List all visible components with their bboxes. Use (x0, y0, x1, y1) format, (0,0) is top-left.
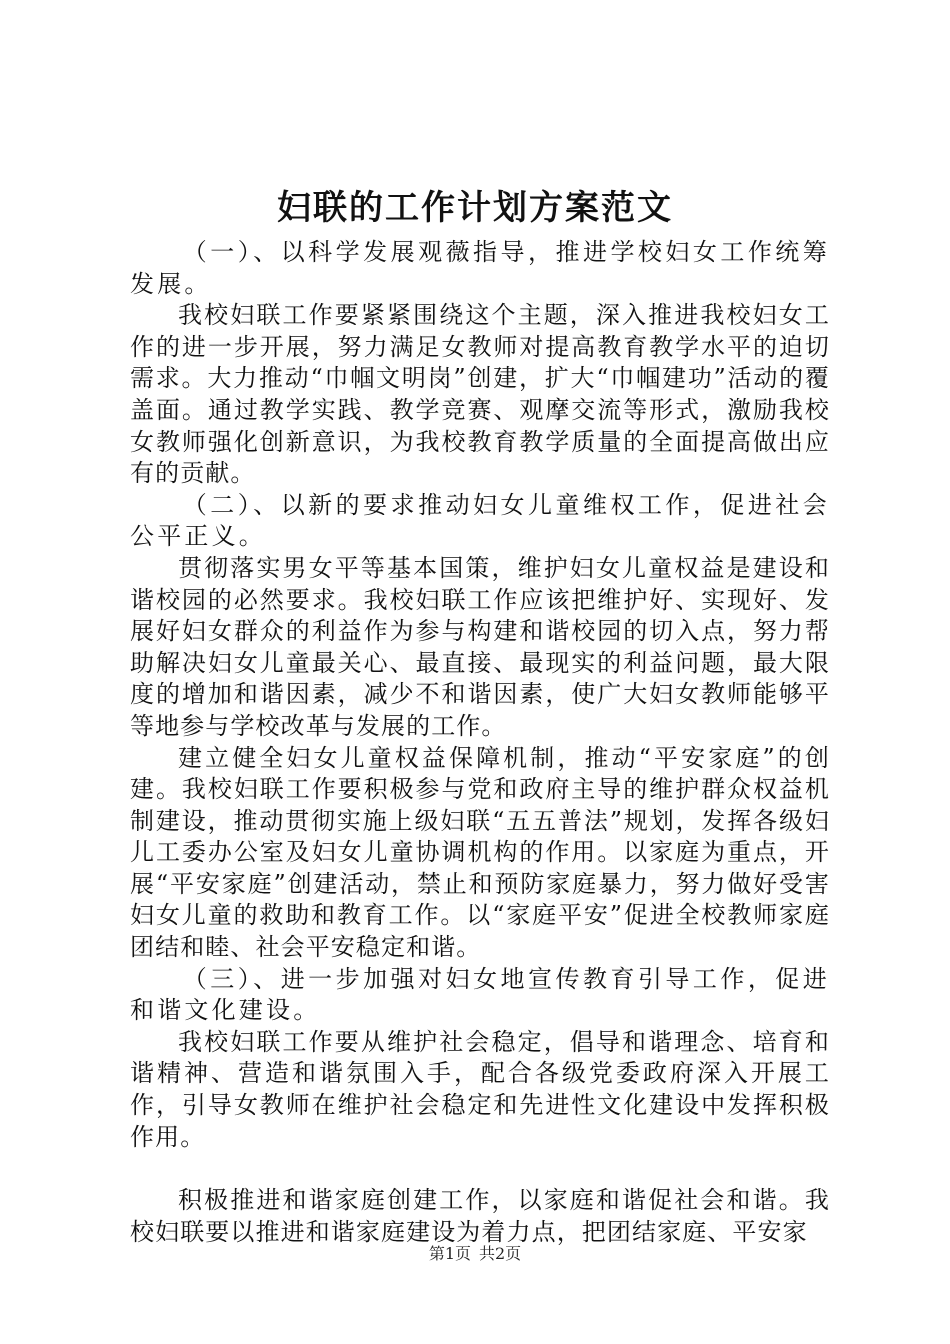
section-heading-3: （三）、进一步加强对妇女地宣传教育引导工作，促进和谐文化建设。 (130, 964, 830, 1025)
page-total: 共2页 (479, 1244, 522, 1263)
paragraph-spacer (130, 1153, 830, 1185)
document-title: 妇联的工作计划方案范文 (277, 188, 673, 228)
page-footer (0, 1243, 950, 1265)
paragraph: 我校妇联工作要紧紧围绕这个主题，深入推进我校妇女工作的进一步开展，努力满足女教师对提高教育教学水平的迫切需求。大力推动“巾帼文明岗”创建，扩大“巾帼建功”活动的覆盖面。通过教学实践、教学竞赛、观摩交流等形式，激励我校女教师强化创新意识，为我校教育教学质量的全面提高做出应有的贡献。 (130, 301, 830, 488)
paragraph: 积极推进和谐家庭创建工作，以家庭和谐促社会和谐。我校妇联要以推进和谐家庭建设为着力点，把团结家庭、平安家 (130, 1186, 830, 1246)
document-body (130, 237, 830, 1248)
section-heading-2: （二）、以新的要求推动妇女儿童维权工作，促进社会公平正义。 (130, 490, 830, 551)
section-heading-1: （一）、以科学发展观薇指导，推进学校妇女工作统筹发展。 (130, 238, 830, 298)
paragraph: 建立健全妇女儿童权益保障机制，推动“平安家庭”的创建。我校妇联工作要积极参与党和政府主导的维护群众权益机制建设，推动贯彻实施上级妇联“五五普法”规划，发挥各级妇儿工委办公室及妇女儿童协调机构的作用。以家庭为重点，开展“平安家庭”创建活动，禁止和预防家庭暴力，努力做好受害妇女儿童的救助和教育工作。以“家庭平安”促进全校教师家庭团结和睦、社会平安稳定和谐。 (130, 743, 830, 962)
page-number: 第1页 (428, 1244, 471, 1263)
paragraph: 贯彻落实男女平等基本国策，维护妇女儿童权益是建设和谐校园的必然要求。我校妇联工作应该把维护好、实现好、发展好妇女群众的利益作为参与构建和谐校园的切入点，努力帮助解决妇女儿童最关心、最直接、最现实的利益问题，最大限度的增加和谐因素，减少不和谐因素，使广大妇女教师能够平等地参与学校改革与发展的工作。 (130, 553, 830, 740)
paragraph: 我校妇联工作要从维护社会稳定，倡导和谐理念、培育和谐精神、营造和谐氛围入手，配合各级党委政府深入开展工作，引导女教师在维护社会稳定和先进性文化建设中发挥积极作用。 (130, 1027, 830, 1151)
